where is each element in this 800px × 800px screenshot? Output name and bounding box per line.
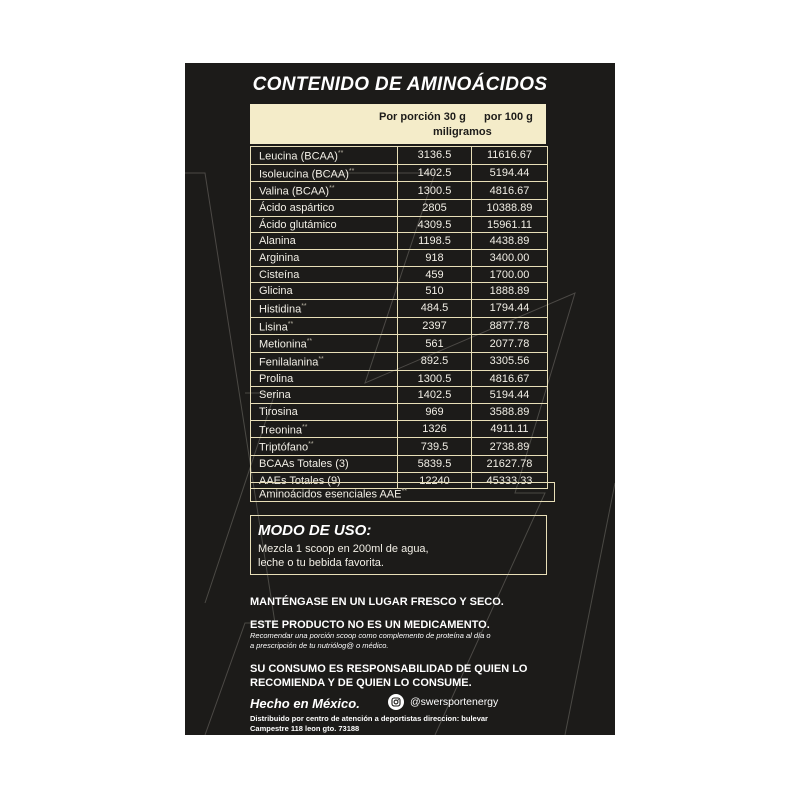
portion-value: 1300.5 <box>398 370 472 387</box>
amino-name: Treonina <box>259 424 303 437</box>
essential-mark: ** <box>302 423 308 431</box>
table-row <box>251 404 548 421</box>
instagram-icon <box>388 694 404 710</box>
portion-value: 4309.5 <box>398 216 472 233</box>
amino-name-cell <box>251 317 398 335</box>
per100-value: 4816.67 <box>472 182 548 200</box>
amino-name: AAEs Totales (9) <box>259 474 341 487</box>
table-row <box>251 250 548 267</box>
amino-name-cell <box>251 353 398 371</box>
amino-name-cell <box>251 266 398 283</box>
portion-value: 892.5 <box>398 353 472 371</box>
not-medicine-notice: ESTE PRODUCTO NO ES UN MEDICAMENTO. <box>250 619 490 631</box>
portion-value: 1300.5 <box>398 182 472 200</box>
per100-value: 45333.33 <box>472 472 548 489</box>
distributor-info <box>250 714 488 733</box>
amino-name: Fenilalanina <box>259 356 319 369</box>
portion-value: 2397 <box>398 317 472 335</box>
responsibility-line-1: SU CONSUMO ES RESPONSABILIDAD DE QUIEN LO <box>250 663 528 675</box>
amino-name-cell <box>251 283 398 300</box>
amino-name: Alanina <box>259 235 296 248</box>
per100-value: 2077.78 <box>472 335 548 353</box>
table-row <box>251 317 548 335</box>
essential-mark: ** <box>301 303 307 311</box>
amino-name-cell <box>251 438 398 456</box>
amino-name-cell <box>251 164 398 182</box>
essential-mark: ** <box>308 441 314 449</box>
made-in-mexico: Hecho en México. <box>250 696 360 711</box>
portion-value: 1402.5 <box>398 164 472 182</box>
amino-name-cell <box>251 199 398 216</box>
essential-mark: ** <box>337 150 344 157</box>
product-label <box>185 63 615 735</box>
table-row <box>251 266 548 283</box>
portion-value: 918 <box>398 250 472 267</box>
table-row <box>251 387 548 404</box>
per100-value: 15961.11 <box>472 216 548 233</box>
portion-value: 510 <box>398 283 472 300</box>
amino-name: Arginina <box>259 251 300 264</box>
amino-acid-table <box>250 146 548 489</box>
table-row <box>251 438 548 456</box>
portion-value: 1198.5 <box>398 233 472 250</box>
amino-name: Valina (BCAA) <box>259 185 330 198</box>
amino-name: Cisteína <box>259 268 300 281</box>
essential-mark: ** <box>287 320 294 328</box>
table-row <box>251 370 548 387</box>
table-row <box>251 147 548 165</box>
instagram-handle: @swersportenergy <box>410 696 499 708</box>
footnote-text: Aminoácidos esenciales AAE <box>259 488 402 501</box>
amino-name-cell <box>251 182 398 200</box>
distributor-line-2: Campestre 118 leon gto. 73188 <box>250 723 360 733</box>
usage-box <box>250 515 547 575</box>
portion-value: 739.5 <box>398 438 472 456</box>
storage-notice: MANTÉNGASE EN UN LUGAR FRESCO Y SECO. <box>250 596 504 608</box>
table-row <box>251 182 548 200</box>
per100-value: 4816.67 <box>472 370 548 387</box>
amino-name: Lisina <box>259 321 288 334</box>
usage-line-2: leche o tu bebida favorita. <box>258 557 384 569</box>
amino-name-cell <box>251 250 398 267</box>
amino-name-cell <box>251 335 398 353</box>
portion-value: 969 <box>398 404 472 421</box>
amino-name: Triptófano <box>259 442 309 455</box>
usage-text <box>258 542 429 570</box>
per100-value: 1794.44 <box>472 300 548 318</box>
per100-value: 4438.89 <box>472 233 548 250</box>
portion-value: 2805 <box>398 199 472 216</box>
essential-mark: ** <box>318 356 324 364</box>
header-units: miligramos <box>433 126 492 138</box>
amino-name-cell <box>251 233 398 250</box>
table-row <box>251 335 548 353</box>
per100-value: 2738.89 <box>472 438 548 456</box>
table-row <box>251 300 548 318</box>
portion-value: 1326 <box>398 420 472 438</box>
usage-title: MODO DE USO: <box>258 522 372 539</box>
per100-value: 10388.89 <box>472 199 548 216</box>
distributor-line-1: Distribuido por centro de atención a deportistas direccion: bulevar <box>250 714 488 723</box>
essential-mark: ** <box>306 338 313 346</box>
per100-value: 5194.44 <box>472 164 548 182</box>
table-row <box>251 233 548 250</box>
essential-mark: ** <box>348 167 355 175</box>
per100-value: 1888.89 <box>472 283 548 300</box>
amino-name: Tirosina <box>259 405 298 418</box>
per100-value: 8877.78 <box>472 317 548 335</box>
amino-name: Metionina <box>259 339 307 352</box>
amino-name-cell <box>251 404 398 421</box>
per100-value: 3400.00 <box>472 250 548 267</box>
amino-name: BCAAs Totales (3) <box>259 457 349 470</box>
per100-value: 4911.11 <box>472 420 548 438</box>
header-per100: por 100 g <box>484 111 533 123</box>
amino-name-cell <box>251 456 398 473</box>
amino-name: Histidina <box>259 303 302 316</box>
table-row <box>251 420 548 438</box>
per100-value: 1700.00 <box>472 266 548 283</box>
table-row <box>251 353 548 371</box>
responsibility-line-2: RECOMIENDA Y DE QUIEN LO CONSUME. <box>250 677 472 689</box>
portion-value: 561 <box>398 335 472 353</box>
table-row <box>251 283 548 300</box>
portion-value: 12240 <box>398 472 472 489</box>
table-header <box>250 104 546 144</box>
portion-value: 484.5 <box>398 300 472 318</box>
portion-value: 5839.5 <box>398 456 472 473</box>
amino-name-cell <box>251 387 398 404</box>
amino-name: Glicina <box>259 285 293 298</box>
amino-name: Isoleucina (BCAA) <box>259 168 349 181</box>
per100-value: 21627.78 <box>472 456 548 473</box>
per100-value: 11616.67 <box>472 147 548 165</box>
recommend-line-2: a prescripción de tu nutriólog@ o médico. <box>250 641 389 650</box>
usage-line-1: Mezcla 1 scoop en 200ml de agua, <box>258 543 429 555</box>
portion-value: 459 <box>398 266 472 283</box>
amino-name: Prolina <box>259 372 294 385</box>
amino-name: Leucina (BCAA) <box>259 150 338 163</box>
header-portion: Por porción 30 g <box>379 111 466 123</box>
portion-value: 1402.5 <box>398 387 472 404</box>
table-row <box>251 164 548 182</box>
instagram-handle-group <box>388 694 498 710</box>
table-row <box>251 456 548 473</box>
table-row <box>251 216 548 233</box>
amino-name: Ácido aspártico <box>259 201 335 214</box>
per100-value: 3305.56 <box>472 353 548 371</box>
amino-name-cell <box>251 216 398 233</box>
amino-name-cell <box>251 147 398 165</box>
per100-value: 3588.89 <box>472 404 548 421</box>
amino-name-cell <box>251 300 398 318</box>
amino-name-cell <box>251 370 398 387</box>
table-footnote <box>250 482 555 502</box>
amino-name: Ácido glutámico <box>259 218 337 231</box>
amino-name: Serina <box>259 389 291 402</box>
portion-value: 3136.5 <box>398 147 472 165</box>
per100-value: 5194.44 <box>472 387 548 404</box>
recommend-line-1: Recomendar una porción scoop como complemento de proteína al día o <box>250 631 491 640</box>
page-title: CONTENIDO DE AMINOÁCIDOS <box>252 74 548 95</box>
amino-name-cell <box>251 420 398 438</box>
footnote-mark: ** <box>401 488 407 495</box>
table-row <box>251 199 548 216</box>
essential-mark: ** <box>329 185 335 193</box>
